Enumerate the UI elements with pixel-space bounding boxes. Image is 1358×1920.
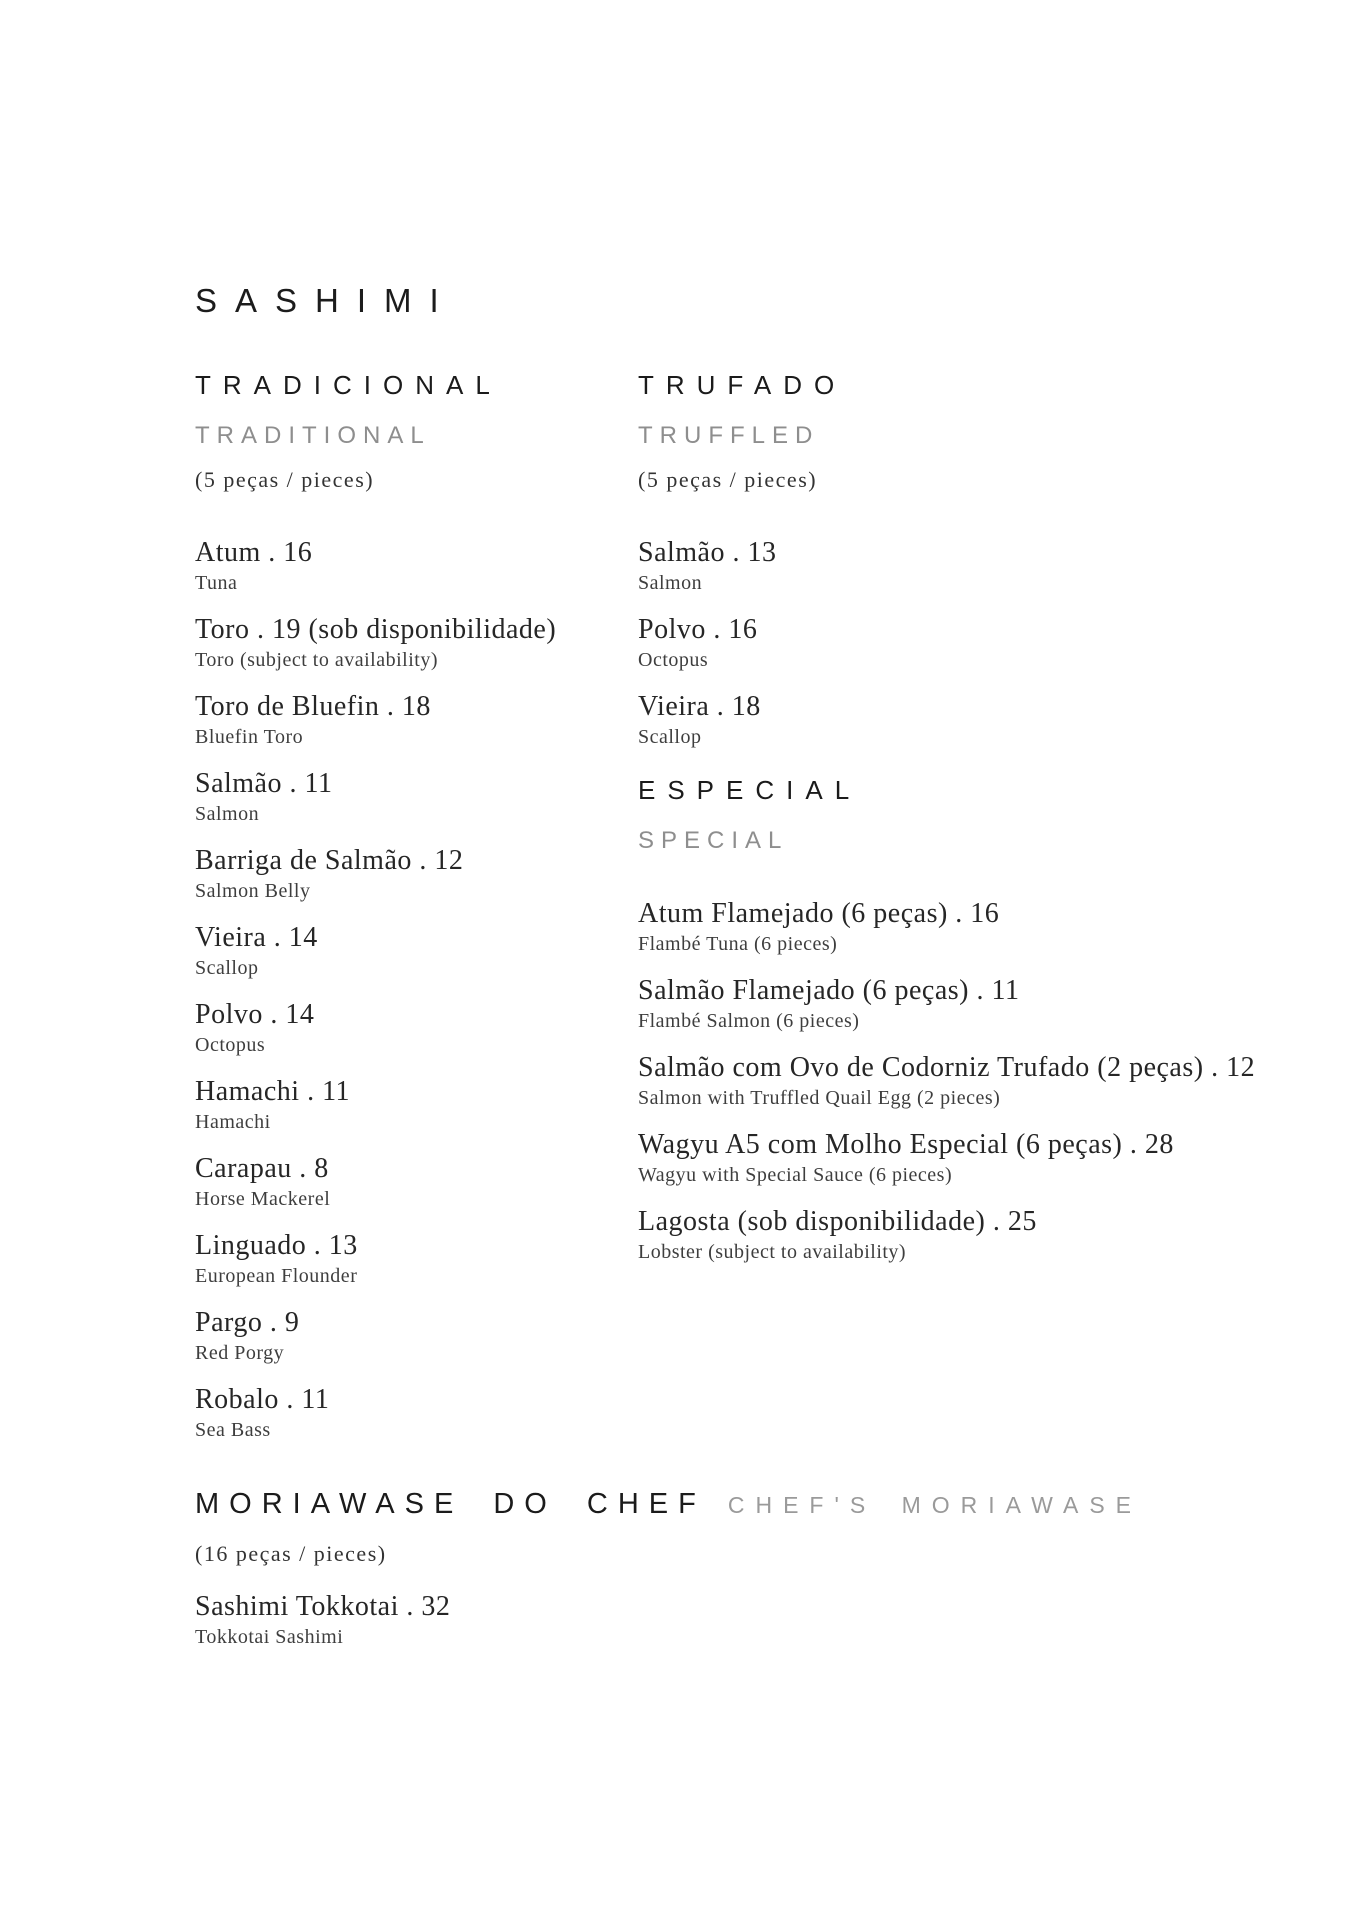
- section-items: [638, 536, 1298, 751]
- item-description: Octopus: [638, 649, 709, 671]
- menu-item: [195, 844, 635, 905]
- item-name: Atum Flamejado (6 peças) . 16: [638, 898, 1000, 929]
- section-title: [195, 1487, 1295, 1526]
- item-name: Robalo . 11: [195, 1384, 330, 1415]
- section-title-pt: TRUFADO: [638, 370, 847, 400]
- menu-item: [195, 1306, 635, 1367]
- section-moriawase: [195, 1487, 1295, 1651]
- item-name: Salmão Flamejado (6 peças) . 11: [638, 975, 1020, 1006]
- column-right: [638, 370, 1298, 1282]
- section-tradicional: [195, 370, 635, 1444]
- column-left: [195, 370, 635, 1460]
- item-description: Sea Bass: [195, 1419, 271, 1441]
- menu-item: [638, 1205, 1298, 1266]
- item-description: Flambé Tuna (6 pieces): [638, 933, 838, 955]
- item-name: Hamachi . 11: [195, 1076, 351, 1107]
- menu-item: [195, 1152, 635, 1213]
- item-name: Vieira . 14: [195, 922, 318, 953]
- item-name: Toro . 19 (sob disponibilidade): [195, 614, 557, 645]
- section-especial: [638, 775, 1298, 1266]
- item-description: Salmon: [638, 572, 703, 594]
- section-title-pt: MORIAWASE DO CHEF: [195, 1488, 706, 1520]
- menu-item: [638, 1051, 1298, 1112]
- menu-item: [195, 690, 635, 751]
- menu-item: [195, 1075, 635, 1136]
- item-description: Lobster (subject to availability): [638, 1241, 907, 1263]
- section-title-en: SPECIAL: [638, 827, 789, 854]
- item-description: Scallop: [638, 726, 702, 748]
- item-name: Polvo . 16: [638, 614, 758, 645]
- section-title-en: TRUFFLED: [638, 422, 820, 449]
- section-items: [195, 536, 635, 1444]
- item-name: Vieira . 18: [638, 691, 761, 722]
- item-name: Pargo . 9: [195, 1307, 300, 1338]
- menu-item: [195, 1383, 635, 1444]
- item-description: Red Porgy: [195, 1342, 285, 1364]
- item-description: Bluefin Toro: [195, 726, 304, 748]
- item-name: Linguado . 13: [195, 1230, 358, 1261]
- menu-item: [195, 998, 635, 1059]
- menu-item: [638, 897, 1298, 958]
- section-title-en: CHEF'S MORIAWASE: [727, 1492, 1143, 1518]
- item-description: Salmon: [195, 803, 260, 825]
- page-title: SASHIMI: [195, 282, 457, 319]
- menu-item: [638, 974, 1298, 1035]
- item-description: Tuna: [195, 572, 238, 594]
- menu-item: [638, 1128, 1298, 1189]
- item-name: Salmão . 11: [195, 768, 333, 799]
- item-name: Lagosta (sob disponibilidade) . 25: [638, 1206, 1037, 1237]
- section-trufado: [638, 370, 1298, 751]
- section-note: (5 peças / pieces): [195, 467, 375, 492]
- menu-item: [195, 921, 635, 982]
- section-title-en: TRADITIONAL: [195, 422, 431, 449]
- item-description: Flambé Salmon (6 pieces): [638, 1010, 860, 1032]
- item-description: Octopus: [195, 1034, 266, 1056]
- item-description: Hamachi: [195, 1111, 271, 1133]
- item-name: Polvo . 14: [195, 999, 315, 1030]
- item-name: Salmão . 13: [638, 537, 777, 568]
- item-description: European Flounder: [195, 1265, 358, 1287]
- menu-item: [195, 613, 635, 674]
- menu-item: [195, 536, 635, 597]
- menu-item: [195, 767, 635, 828]
- item-name: Carapau . 8: [195, 1153, 329, 1184]
- item-name: Atum . 16: [195, 537, 313, 568]
- section-items: [638, 897, 1298, 1266]
- item-name: Toro de Bluefin . 18: [195, 691, 431, 722]
- item-description: Salmon with Truffled Quail Egg (2 pieces): [638, 1087, 1001, 1109]
- menu-item: [638, 690, 1298, 751]
- section-note: (5 peças / pieces): [638, 467, 818, 492]
- section-title-pt: ESPECIAL: [638, 775, 862, 805]
- menu-item: [638, 613, 1298, 674]
- section-title-pt: TRADICIONAL: [195, 370, 502, 400]
- menu-item: [195, 1590, 1295, 1651]
- menu-item: [638, 536, 1298, 597]
- item-name: Salmão com Ovo de Codorniz Trufado (2 peças) . 12: [638, 1052, 1256, 1083]
- section-note: (16 peças / pieces): [195, 1541, 387, 1566]
- item-name: Wagyu A5 com Molho Especial (6 peças) . 28: [638, 1129, 1174, 1160]
- item-description: Wagyu with Special Sauce (6 pieces): [638, 1164, 953, 1186]
- item-name: Sashimi Tokkotai . 32: [195, 1591, 451, 1622]
- item-description: Salmon Belly: [195, 880, 311, 902]
- menu-item: [195, 1229, 635, 1290]
- item-description: Tokkotai Sashimi: [195, 1626, 344, 1648]
- item-description: Scallop: [195, 957, 259, 979]
- item-description: Horse Mackerel: [195, 1188, 331, 1210]
- item-description: Toro (subject to availability): [195, 649, 438, 671]
- item-name: Barriga de Salmão . 12: [195, 845, 464, 876]
